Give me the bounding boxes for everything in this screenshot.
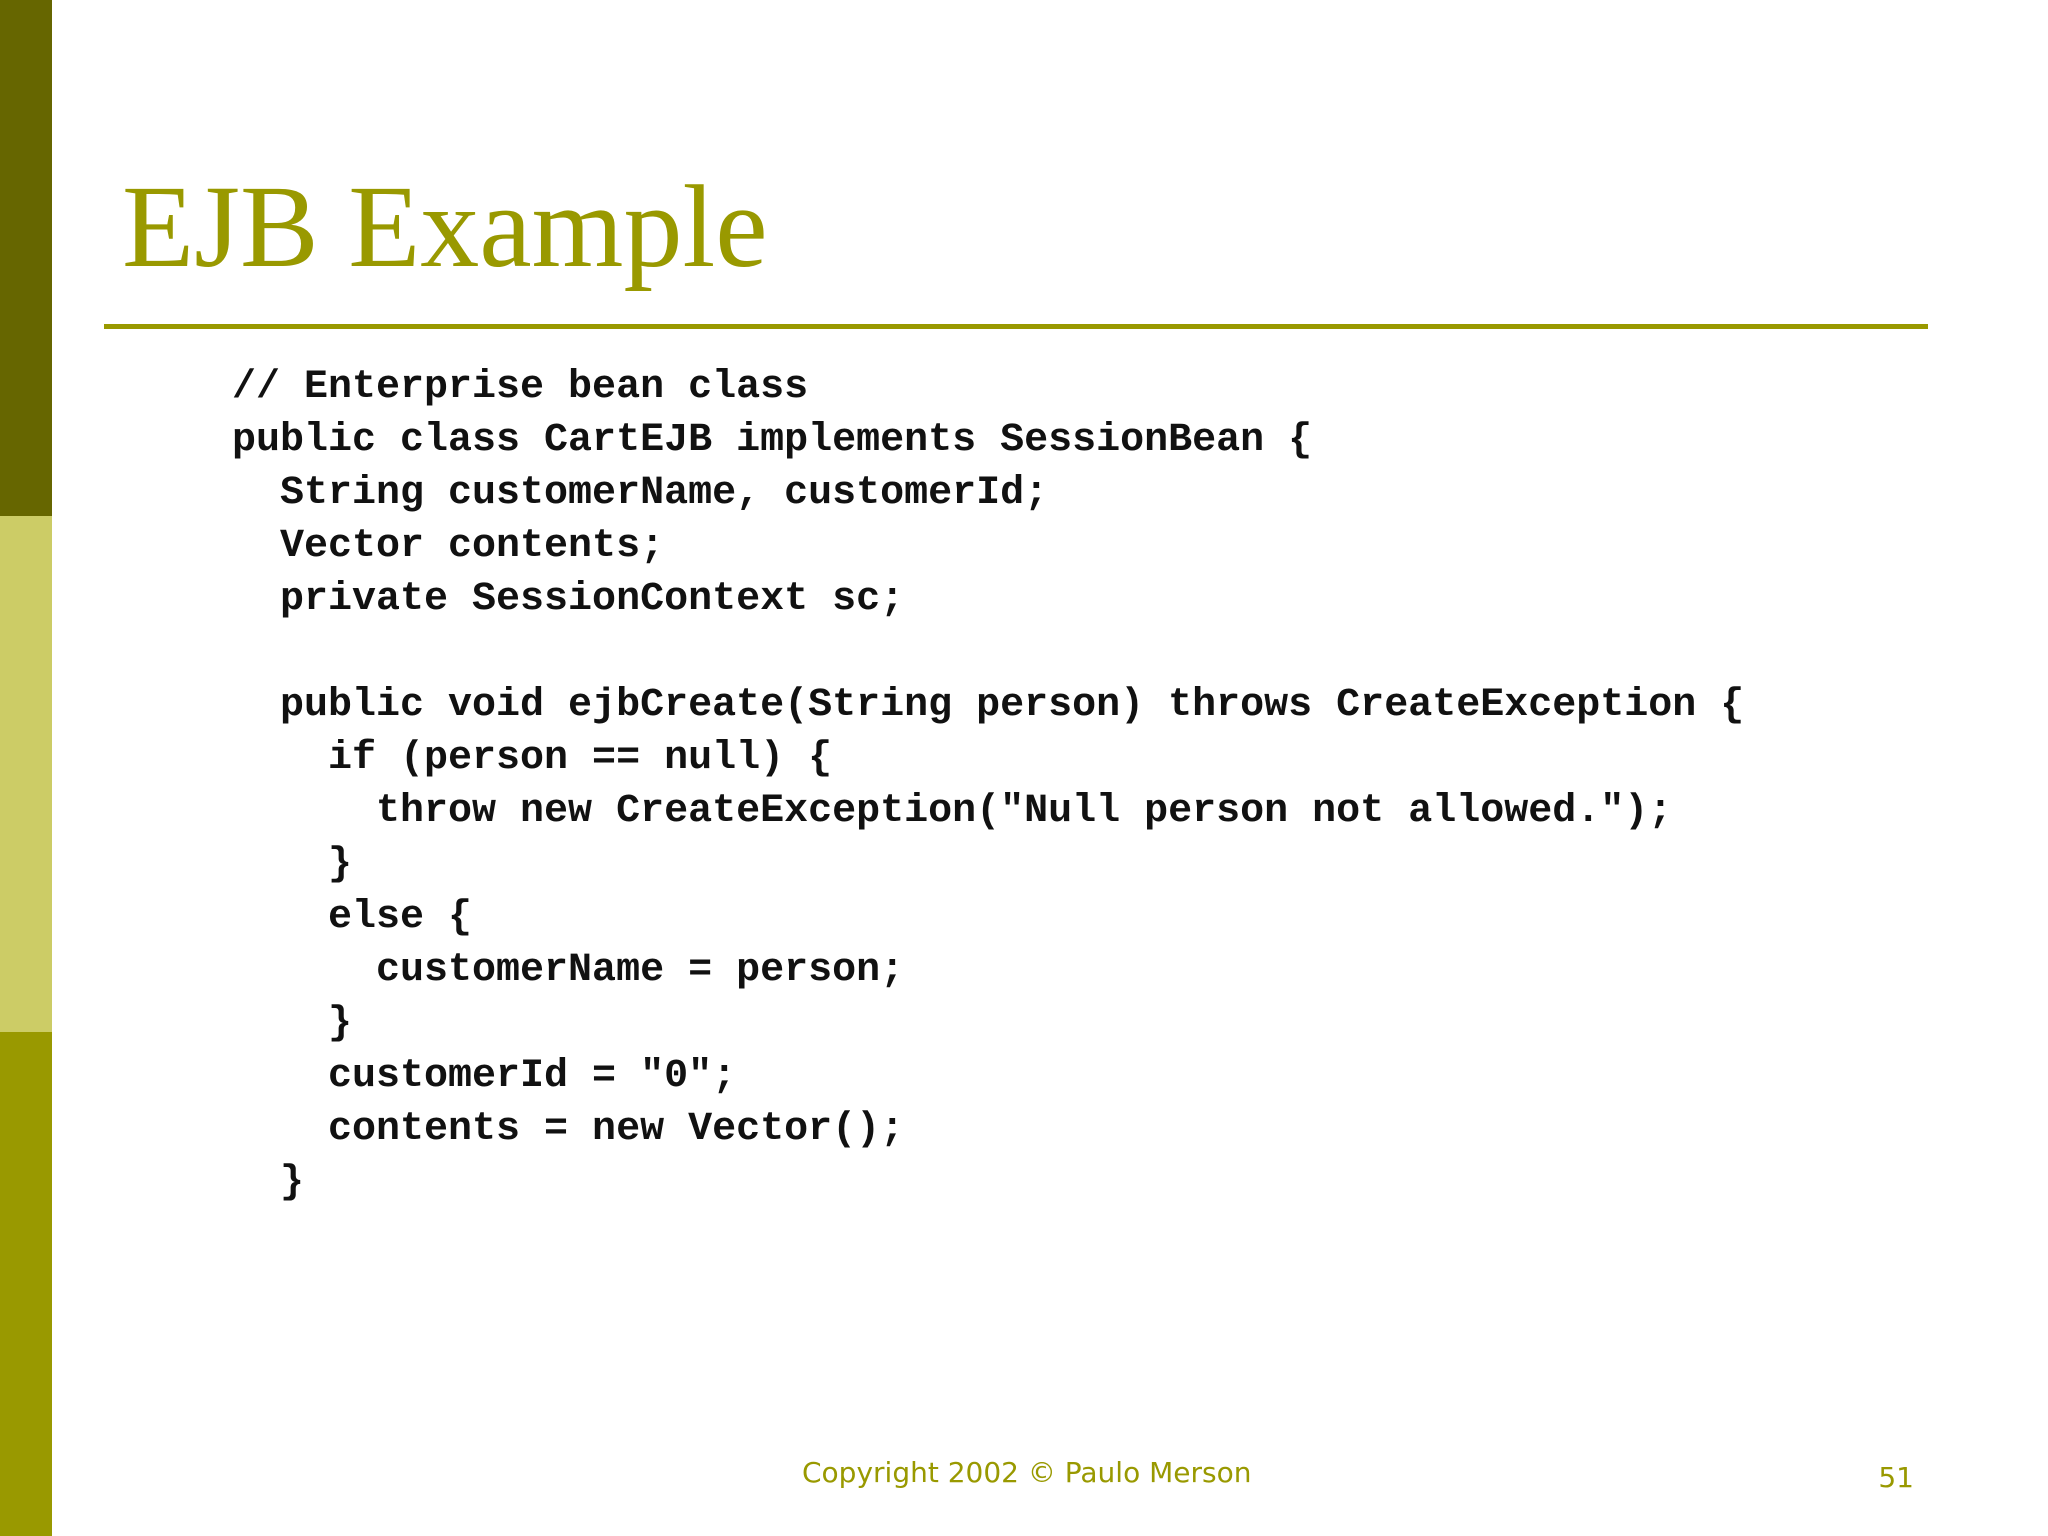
code-line: if (person == null) { [232,736,833,781]
code-line: } [232,1160,305,1205]
code-line: else { [232,895,473,940]
code-line: } [232,842,353,887]
code-line: // Enterprise bean class [232,365,809,410]
sidebar-band-olive [0,1032,52,1536]
code-line: public class CartEJB implements SessionBean { [232,418,1313,463]
code-line: throw new CreateException("Null person not allowed."); [232,789,1673,834]
title-divider [104,324,1928,329]
page-number: 51 [1878,1461,1914,1494]
code-line-blank [232,626,1744,679]
sidebar-band-light [0,516,52,1032]
code-block [232,361,1744,1209]
code-line: private SessionContext sc; [232,577,905,622]
code-line: } [232,1001,353,1046]
slide-title: EJB Example [122,161,768,292]
code-line: customerId = "0"; [232,1054,737,1099]
code-line: customerName = person; [232,948,905,993]
code-line: Vector contents; [232,524,665,569]
sidebar-band-dark [0,0,52,516]
code-line: String customerName, customerId; [232,471,1049,516]
code-line: public void ejbCreate(String person) throws CreateException { [232,683,1745,728]
code-line: contents = new Vector(); [232,1107,905,1152]
copyright-footer: Copyright 2002 © Paulo Merson [802,1456,1252,1489]
